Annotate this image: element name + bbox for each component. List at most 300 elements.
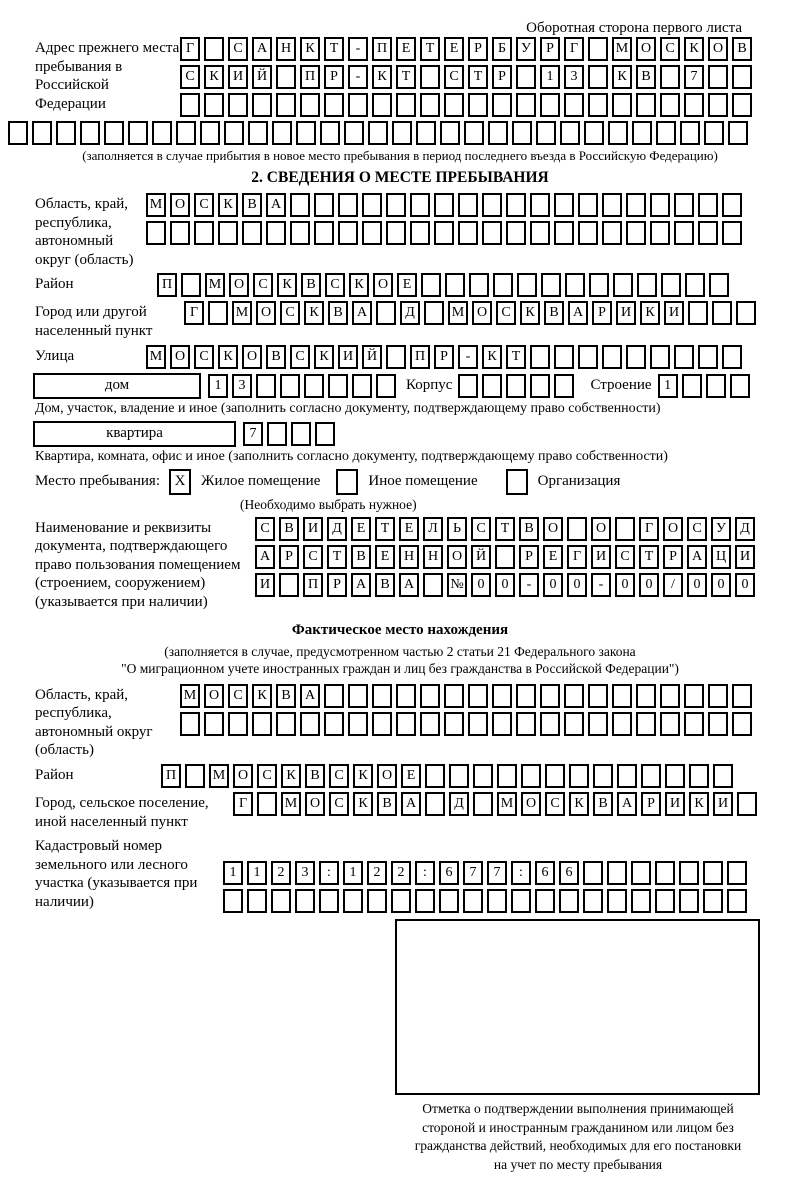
char-box[interactable] — [713, 764, 733, 788]
char-box[interactable]: Д — [735, 517, 755, 541]
char-box[interactable] — [554, 193, 574, 217]
char-box[interactable] — [516, 93, 536, 117]
char-box[interactable] — [732, 684, 752, 708]
char-box[interactable] — [434, 221, 454, 245]
char-box[interactable] — [176, 121, 196, 145]
char-box[interactable] — [540, 712, 560, 736]
char-box[interactable]: 6 — [559, 861, 579, 885]
char-box[interactable]: 1 — [658, 374, 678, 398]
char-box[interactable] — [482, 221, 502, 245]
char-box[interactable] — [469, 273, 489, 297]
char-box[interactable]: Д — [327, 517, 347, 541]
char-box[interactable] — [362, 221, 382, 245]
char-box[interactable]: О — [521, 792, 541, 816]
char-box[interactable]: С — [194, 345, 214, 369]
char-box[interactable]: В — [351, 545, 371, 569]
char-box[interactable] — [650, 221, 670, 245]
char-box[interactable] — [267, 422, 287, 446]
char-box[interactable] — [304, 374, 324, 398]
char-box[interactable]: Т — [375, 517, 395, 541]
char-box[interactable] — [712, 301, 732, 325]
char-box[interactable]: А — [401, 792, 421, 816]
char-box[interactable]: К — [349, 273, 369, 297]
char-box[interactable]: О — [377, 764, 397, 788]
char-box[interactable]: Д — [400, 301, 420, 325]
char-box[interactable] — [615, 517, 635, 541]
char-box[interactable] — [674, 193, 694, 217]
char-box[interactable]: Р — [663, 545, 683, 569]
char-box[interactable]: М — [497, 792, 517, 816]
char-box[interactable]: А — [300, 684, 320, 708]
char-box[interactable] — [152, 121, 172, 145]
char-box[interactable] — [416, 121, 436, 145]
char-box[interactable] — [80, 121, 100, 145]
char-box[interactable] — [492, 93, 512, 117]
char-box[interactable] — [584, 121, 604, 145]
char-box[interactable] — [204, 37, 224, 61]
char-box[interactable] — [588, 65, 608, 89]
char-box[interactable] — [708, 684, 728, 708]
char-box[interactable] — [396, 684, 416, 708]
char-box[interactable] — [194, 221, 214, 245]
char-box[interactable] — [295, 889, 315, 913]
char-box[interactable]: 2 — [391, 861, 411, 885]
char-box[interactable] — [392, 121, 412, 145]
char-box[interactable] — [732, 712, 752, 736]
char-box[interactable]: Т — [420, 37, 440, 61]
char-box[interactable]: В — [593, 792, 613, 816]
char-box[interactable] — [56, 121, 76, 145]
char-box[interactable] — [602, 193, 622, 217]
char-box[interactable] — [660, 684, 680, 708]
char-box[interactable]: Р — [492, 65, 512, 89]
char-box[interactable] — [314, 193, 334, 217]
char-box[interactable] — [352, 374, 372, 398]
char-box[interactable] — [660, 712, 680, 736]
char-box[interactable] — [703, 861, 723, 885]
char-box[interactable] — [727, 861, 747, 885]
char-box[interactable] — [588, 37, 608, 61]
char-box[interactable]: М — [232, 301, 252, 325]
char-box[interactable] — [631, 861, 651, 885]
char-box[interactable]: - — [348, 37, 368, 61]
char-box[interactable]: О — [591, 517, 611, 541]
char-box[interactable] — [396, 93, 416, 117]
char-box[interactable] — [626, 221, 646, 245]
char-box[interactable]: К — [281, 764, 301, 788]
char-box[interactable]: К — [372, 65, 392, 89]
char-box[interactable]: 0 — [687, 573, 707, 597]
char-box[interactable] — [252, 712, 272, 736]
char-box[interactable]: О — [204, 684, 224, 708]
char-box[interactable]: Е — [351, 517, 371, 541]
char-box[interactable] — [608, 121, 628, 145]
char-box[interactable] — [488, 121, 508, 145]
char-box[interactable]: Р — [468, 37, 488, 61]
char-box[interactable]: М — [146, 193, 166, 217]
char-box[interactable]: Е — [543, 545, 563, 569]
char-box[interactable] — [444, 93, 464, 117]
char-box[interactable]: В — [544, 301, 564, 325]
char-box[interactable]: 0 — [711, 573, 731, 597]
char-box[interactable] — [554, 221, 574, 245]
char-box[interactable]: К — [612, 65, 632, 89]
char-box[interactable] — [348, 684, 368, 708]
char-box[interactable]: В — [305, 764, 325, 788]
char-box[interactable]: К — [300, 37, 320, 61]
char-box[interactable]: А — [568, 301, 588, 325]
char-box[interactable]: И — [255, 573, 275, 597]
char-box[interactable]: 7 — [684, 65, 704, 89]
char-box[interactable] — [271, 889, 291, 913]
char-box[interactable] — [320, 121, 340, 145]
char-box[interactable] — [368, 121, 388, 145]
char-box[interactable] — [242, 221, 262, 245]
char-box[interactable] — [636, 93, 656, 117]
char-box[interactable]: - — [591, 573, 611, 597]
char-box[interactable] — [464, 121, 484, 145]
char-box[interactable] — [602, 221, 622, 245]
char-box[interactable] — [607, 889, 627, 913]
char-box[interactable]: П — [161, 764, 181, 788]
char-box[interactable] — [420, 93, 440, 117]
char-box[interactable] — [511, 889, 531, 913]
char-box[interactable] — [279, 573, 299, 597]
char-box[interactable]: В — [279, 517, 299, 541]
char-box[interactable] — [583, 889, 603, 913]
char-box[interactable] — [650, 345, 670, 369]
char-box[interactable] — [200, 121, 220, 145]
char-box[interactable]: 1 — [247, 861, 267, 885]
char-box[interactable] — [276, 712, 296, 736]
char-box[interactable]: П — [372, 37, 392, 61]
char-box[interactable] — [444, 712, 464, 736]
char-box[interactable] — [372, 712, 392, 736]
char-box[interactable] — [495, 545, 515, 569]
stay-type-checkbox-residential[interactable]: X — [169, 469, 191, 495]
char-box[interactable] — [708, 65, 728, 89]
char-box[interactable]: В — [242, 193, 262, 217]
char-box[interactable]: С — [194, 193, 214, 217]
char-box[interactable]: М — [205, 273, 225, 297]
char-box[interactable] — [722, 221, 742, 245]
char-box[interactable] — [698, 345, 718, 369]
char-box[interactable]: И — [228, 65, 248, 89]
char-box[interactable]: К — [304, 301, 324, 325]
char-box[interactable]: А — [617, 792, 637, 816]
char-box[interactable]: П — [410, 345, 430, 369]
char-box[interactable] — [170, 221, 190, 245]
char-box[interactable] — [300, 712, 320, 736]
char-box[interactable]: М — [281, 792, 301, 816]
char-box[interactable]: 7 — [487, 861, 507, 885]
char-box[interactable]: Е — [444, 37, 464, 61]
char-box[interactable]: Й — [252, 65, 272, 89]
char-box[interactable]: № — [447, 573, 467, 597]
char-box[interactable] — [612, 684, 632, 708]
char-box[interactable]: К — [520, 301, 540, 325]
char-box[interactable] — [612, 93, 632, 117]
char-box[interactable] — [589, 273, 609, 297]
char-box[interactable] — [540, 93, 560, 117]
char-box[interactable]: И — [338, 345, 358, 369]
char-box[interactable] — [362, 193, 382, 217]
char-box[interactable] — [516, 684, 536, 708]
char-box[interactable]: В — [328, 301, 348, 325]
char-box[interactable]: В — [266, 345, 286, 369]
char-box[interactable] — [248, 121, 268, 145]
char-box[interactable]: Т — [468, 65, 488, 89]
char-box[interactable]: Г — [184, 301, 204, 325]
char-box[interactable] — [684, 712, 704, 736]
char-box[interactable] — [540, 684, 560, 708]
char-box[interactable] — [674, 345, 694, 369]
char-box[interactable] — [497, 764, 517, 788]
char-box[interactable]: О — [229, 273, 249, 297]
char-box[interactable] — [541, 273, 561, 297]
char-box[interactable] — [732, 93, 752, 117]
char-box[interactable]: Ц — [711, 545, 731, 569]
char-box[interactable] — [372, 93, 392, 117]
char-box[interactable]: И — [735, 545, 755, 569]
char-box[interactable] — [722, 345, 742, 369]
char-box[interactable]: И — [303, 517, 323, 541]
char-box[interactable] — [434, 193, 454, 217]
char-box[interactable] — [410, 193, 430, 217]
char-box[interactable] — [32, 121, 52, 145]
char-box[interactable]: Д — [449, 792, 469, 816]
char-box[interactable] — [104, 121, 124, 145]
char-box[interactable] — [722, 193, 742, 217]
char-box[interactable]: Р — [592, 301, 612, 325]
char-box[interactable]: А — [266, 193, 286, 217]
char-box[interactable] — [367, 889, 387, 913]
char-box[interactable]: К — [569, 792, 589, 816]
char-box[interactable] — [185, 764, 205, 788]
char-box[interactable]: Р — [324, 65, 344, 89]
char-box[interactable] — [420, 65, 440, 89]
char-box[interactable]: 3 — [564, 65, 584, 89]
char-box[interactable]: П — [303, 573, 323, 597]
char-box[interactable] — [468, 684, 488, 708]
char-box[interactable] — [276, 65, 296, 89]
char-box[interactable] — [530, 374, 550, 398]
char-box[interactable]: О — [472, 301, 492, 325]
char-box[interactable]: Н — [399, 545, 419, 569]
char-box[interactable]: А — [252, 37, 272, 61]
char-box[interactable] — [736, 301, 756, 325]
char-box[interactable]: И — [665, 792, 685, 816]
char-box[interactable] — [554, 374, 574, 398]
char-box[interactable] — [386, 221, 406, 245]
char-box[interactable] — [439, 889, 459, 913]
char-box[interactable] — [737, 792, 757, 816]
char-box[interactable] — [290, 193, 310, 217]
char-box[interactable] — [348, 93, 368, 117]
char-box[interactable] — [506, 193, 526, 217]
char-box[interactable]: Е — [396, 37, 416, 61]
char-box[interactable] — [660, 93, 680, 117]
char-box[interactable] — [578, 345, 598, 369]
char-box[interactable]: С — [615, 545, 635, 569]
char-box[interactable]: Р — [279, 545, 299, 569]
char-box[interactable] — [708, 712, 728, 736]
char-box[interactable] — [631, 889, 651, 913]
char-box[interactable] — [655, 889, 675, 913]
char-box[interactable] — [487, 889, 507, 913]
char-box[interactable]: А — [399, 573, 419, 597]
char-box[interactable] — [612, 712, 632, 736]
char-box[interactable]: Б — [492, 37, 512, 61]
char-box[interactable]: 0 — [543, 573, 563, 597]
char-box[interactable] — [463, 889, 483, 913]
char-box[interactable] — [626, 345, 646, 369]
char-box[interactable] — [565, 273, 585, 297]
char-box[interactable]: М — [612, 37, 632, 61]
char-box[interactable]: С — [660, 37, 680, 61]
char-box[interactable] — [684, 93, 704, 117]
char-box[interactable] — [506, 221, 526, 245]
char-box[interactable] — [445, 273, 465, 297]
char-box[interactable]: И — [713, 792, 733, 816]
char-box[interactable]: К — [482, 345, 502, 369]
char-box[interactable]: Т — [324, 37, 344, 61]
char-box[interactable] — [655, 861, 675, 885]
char-box[interactable] — [588, 712, 608, 736]
char-box[interactable] — [674, 221, 694, 245]
char-box[interactable] — [180, 712, 200, 736]
char-box[interactable] — [564, 712, 584, 736]
char-box[interactable] — [128, 121, 148, 145]
char-box[interactable] — [424, 301, 444, 325]
char-box[interactable]: С — [687, 517, 707, 541]
char-box[interactable] — [372, 684, 392, 708]
char-box[interactable]: С — [471, 517, 491, 541]
char-box[interactable] — [530, 221, 550, 245]
char-box[interactable] — [728, 121, 748, 145]
char-box[interactable]: 0 — [615, 573, 635, 597]
char-box[interactable]: 1 — [223, 861, 243, 885]
char-box[interactable] — [588, 93, 608, 117]
char-box[interactable] — [482, 374, 502, 398]
char-box[interactable] — [516, 712, 536, 736]
char-box[interactable] — [458, 193, 478, 217]
stay-type-checkbox-organization[interactable] — [506, 469, 528, 495]
char-box[interactable] — [560, 121, 580, 145]
char-box[interactable]: В — [519, 517, 539, 541]
char-box[interactable] — [636, 712, 656, 736]
char-box[interactable]: 1 — [540, 65, 560, 89]
char-box[interactable] — [473, 792, 493, 816]
char-box[interactable] — [535, 889, 555, 913]
char-box[interactable]: В — [732, 37, 752, 61]
char-box[interactable] — [708, 93, 728, 117]
char-box[interactable]: А — [351, 573, 371, 597]
char-box[interactable] — [338, 193, 358, 217]
char-box[interactable]: С — [329, 764, 349, 788]
char-box[interactable]: К — [252, 684, 272, 708]
char-box[interactable] — [492, 712, 512, 736]
char-box[interactable] — [704, 121, 724, 145]
char-box[interactable] — [420, 684, 440, 708]
char-box[interactable] — [650, 193, 670, 217]
char-box[interactable]: Е — [401, 764, 421, 788]
char-box[interactable] — [607, 861, 627, 885]
char-box[interactable]: 1 — [208, 374, 228, 398]
char-box[interactable] — [324, 684, 344, 708]
char-box[interactable] — [280, 374, 300, 398]
char-box[interactable]: У — [711, 517, 731, 541]
char-box[interactable] — [521, 764, 541, 788]
char-box[interactable] — [689, 764, 709, 788]
char-box[interactable] — [564, 93, 584, 117]
char-box[interactable]: Р — [641, 792, 661, 816]
char-box[interactable]: К — [314, 345, 334, 369]
char-box[interactable]: И — [591, 545, 611, 569]
char-box[interactable] — [680, 121, 700, 145]
char-box[interactable]: О — [663, 517, 683, 541]
char-box[interactable] — [272, 121, 292, 145]
char-box[interactable] — [679, 861, 699, 885]
char-box[interactable]: Р — [434, 345, 454, 369]
char-box[interactable]: И — [616, 301, 636, 325]
char-box[interactable] — [208, 301, 228, 325]
char-box[interactable] — [730, 374, 750, 398]
char-box[interactable] — [564, 684, 584, 708]
char-box[interactable] — [685, 273, 705, 297]
char-box[interactable]: С — [444, 65, 464, 89]
char-box[interactable] — [252, 93, 272, 117]
char-box[interactable] — [146, 221, 166, 245]
char-box[interactable] — [458, 374, 478, 398]
char-box[interactable]: 0 — [567, 573, 587, 597]
char-box[interactable] — [578, 221, 598, 245]
char-box[interactable] — [344, 121, 364, 145]
char-box[interactable]: Е — [375, 545, 395, 569]
char-box[interactable]: М — [209, 764, 229, 788]
char-box[interactable]: 0 — [471, 573, 491, 597]
char-box[interactable]: - — [348, 65, 368, 89]
char-box[interactable] — [706, 374, 726, 398]
char-box[interactable] — [300, 93, 320, 117]
char-box[interactable]: 0 — [639, 573, 659, 597]
char-box[interactable]: Л — [423, 517, 443, 541]
stay-type-checkbox-other[interactable] — [336, 469, 358, 495]
char-box[interactable] — [637, 273, 657, 297]
char-box[interactable]: : — [319, 861, 339, 885]
char-box[interactable]: О — [708, 37, 728, 61]
char-box[interactable] — [732, 65, 752, 89]
char-box[interactable]: К — [277, 273, 297, 297]
char-box[interactable]: К — [640, 301, 660, 325]
char-box[interactable]: Н — [423, 545, 443, 569]
char-box[interactable] — [567, 517, 587, 541]
char-box[interactable]: 3 — [232, 374, 252, 398]
char-box[interactable] — [545, 764, 565, 788]
char-box[interactable] — [660, 65, 680, 89]
char-box[interactable] — [396, 712, 416, 736]
char-box[interactable]: К — [353, 792, 373, 816]
char-box[interactable] — [613, 273, 633, 297]
char-box[interactable]: К — [218, 345, 238, 369]
char-box[interactable] — [386, 345, 406, 369]
char-box[interactable]: Г — [567, 545, 587, 569]
char-box[interactable]: П — [157, 273, 177, 297]
char-box[interactable] — [727, 889, 747, 913]
char-box[interactable] — [328, 374, 348, 398]
char-box[interactable]: С — [257, 764, 277, 788]
char-box[interactable] — [458, 221, 478, 245]
